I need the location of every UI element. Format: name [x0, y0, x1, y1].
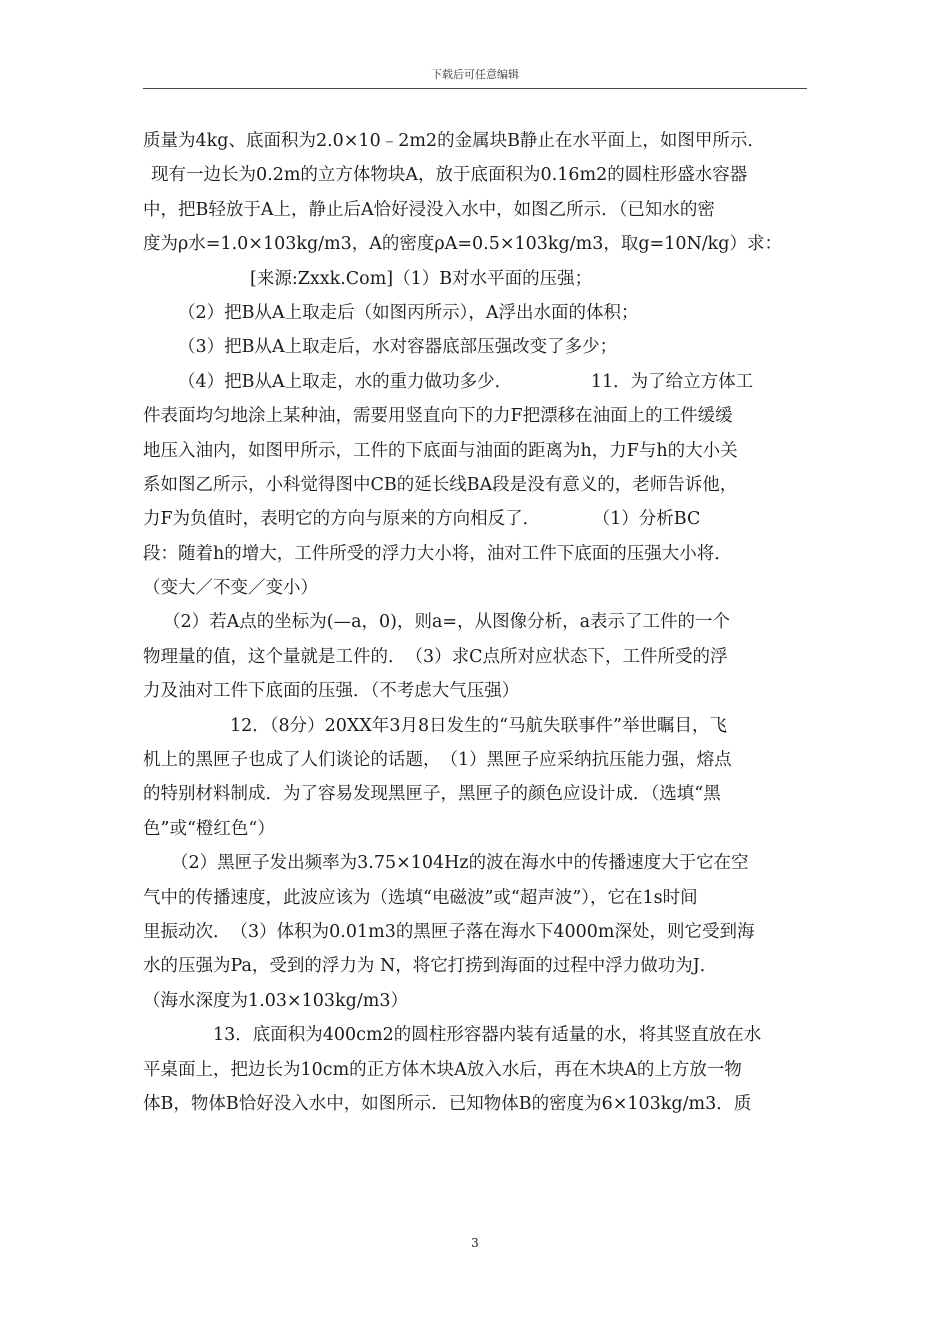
text-line: 里振动次． （3）体积为0.01m3的黑匣子落在海水下4000m深处，则它受到海: [143, 921, 755, 942]
text-line: 水的压强为Pa，受到的浮力为 N，将它打捞到海面的过程中浮力做功为J．: [143, 956, 718, 977]
header-divider: [143, 88, 807, 89]
text-line: 色”或“橙红色“）: [143, 818, 275, 839]
text-line: 12．（8分）20XX年3月8日发生的“马航失联事件”举世瞩目，飞: [230, 715, 727, 736]
text-line: 物理量的值，这个量就是工件的． （3）求C点所对应状态下，工件所受的浮: [143, 646, 728, 667]
text-line: 现有一边长为0.2m的立方体物块A，放于底面积为0.16m2的圆柱形盛水容器: [151, 165, 748, 186]
text-line: 力及油对工件下底面的压强．（不考虑大气压强）: [143, 681, 520, 702]
text-line: 力F为负值时，表明它的方向与原来的方向相反了． （1）分析BC: [143, 509, 701, 530]
page-footer: [0, 1236, 950, 1250]
text-line: （变大／不变／变小）: [143, 578, 318, 599]
text-line: 件表面均匀地涂上某种油，需要用竖直向下的力F把漂移在油面上的工件缓缓: [143, 406, 733, 427]
text-line: 地压入油内，如图甲所示，工件的下底面与油面的距离为h，力F与h的大小关: [143, 440, 738, 461]
text-line: （3）把B从A上取走后，水对容器底部压强改变了多少；: [178, 337, 618, 358]
text-line: 机上的黑匣子也成了人们谈论的话题， （1）黑匣子应采纳抗压能力强，熔点: [143, 750, 732, 771]
page-number: 3: [471, 1236, 479, 1250]
text-line: 系如图乙所示，小科觉得图中CB的延长线BA段是没有意义的，老师告诉他，: [143, 474, 738, 495]
text-line: （海水深度为1.03×103kg/m3）: [143, 990, 408, 1011]
text-line: （4）把B从A上取走，水的重力做功多少． 11．为了给立方体工: [178, 371, 754, 392]
text-line: 气中的传播速度，此波应该为（选填“电磁波”或“超声波”），它在1s时间: [143, 887, 698, 908]
page-header: [0, 66, 950, 82]
text-line: [来源:Zxxk.Com]（1）B对水平面的压强；: [250, 268, 593, 289]
text-line: 的特别材料制成．为了容易发现黑匣子，黑匣子的颜色应设计成．（选填“黑: [143, 784, 721, 805]
text-line: （2）若A点的坐标为(—a，0)，则a=，从图像分析，a表示了工件的一个: [163, 612, 731, 633]
text-line: 13．底面积为400cm2的圆柱形容器内装有适量的水，将其竖直放在水: [213, 1025, 762, 1046]
text-line: 平桌面上，把边长为10cm的正方体木块A放入水后，再在木块A的上方放一物: [143, 1059, 742, 1080]
text-line: （2）黑匣子发出频率为3.75×104Hz的波在海水中的传播速度大于它在空: [171, 853, 749, 874]
text-line: 中，把B轻放于A上，静止后A恰好浸没入水中，如图乙所示．（已知水的密: [143, 199, 715, 220]
text-line: 度为ρ水=1.0×103kg/m3，A的密度ρA=0.5×103kg/m3，取g=10N/kg）求：: [143, 234, 782, 255]
document-body: [143, 124, 807, 1121]
text-line: 质量为4kg、底面积为2.0×10﹣2m2的金属块B静止在水平面上，如图甲所示．: [143, 131, 765, 151]
header-text: 下载后可任意编辑: [431, 68, 519, 81]
text-line: 段：随着h的增大，工件所受的浮力大小将，油对工件下底面的压强大小将．: [143, 543, 732, 564]
text-line: 体B，物体B恰好没入水中，如图所示．已知物体B的密度为6×103kg/m3．质: [143, 1093, 752, 1114]
text-line: （2）把B从A上取走后（如图丙所示），A浮出水面的体积；: [178, 302, 639, 323]
